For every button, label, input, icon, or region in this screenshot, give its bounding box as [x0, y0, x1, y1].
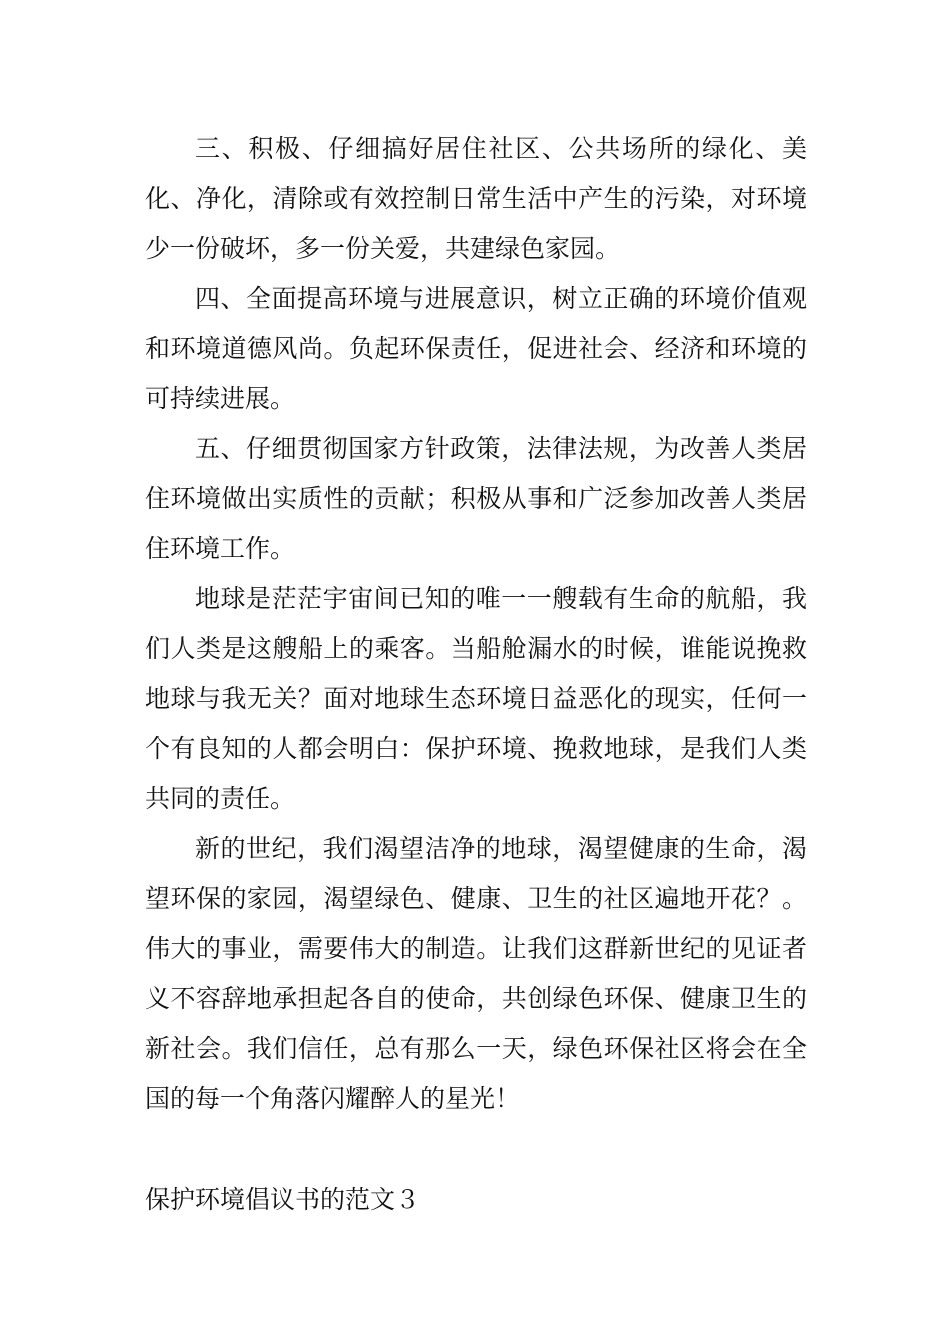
section-title: 保护环境倡议书的范文３ [145, 1185, 421, 1214]
paragraph-earth-responsibility: 地球是茫茫宇宙间已知的唯一一艘载有生命的航船，我们人类是这艘船上的乘客。当船舱漏水的时候，谁能说挽救地球与我无关？面对地球生态环境日益恶化的现实，任何一个有良知的人都会明白：保护环境、挽救地球，是我们人类共同的责任。 [145, 584, 807, 813]
document-body [145, 124, 807, 1124]
paragraph-item-3: 三、积极、仔细搞好居住社区、公共场所的绿化、美化、净化，清除或有效控制日常生活中产生的污染，对环境少一份破坏，多一份关爱，共建绿色家园。 [145, 134, 807, 263]
paragraph-item-4: 四、全面提高环境与进展意识，树立正确的环境价值观和环境道德风尚。负起环保责任，促进社会、经济和环境的可持续进展。 [145, 284, 807, 413]
paragraph-new-century: 新的世纪，我们渴望洁净的地球，渴望健康的生命，渴望环保的家园，渴望绿色、健康、卫生的社区遍地开花？。伟大的事业，需要伟大的制造。让我们这群新世纪的见证者义不容辞地承担起各自的使命，共创绿色环保、健康卫生的新社会。我们信任，总有那么一天，绿色环保社区将会在全国的每一个角落闪耀醉人的星光！ [145, 834, 807, 1113]
paragraph-item-5: 五、仔细贯彻国家方针政策，法律法规，为改善人类居住环境做出实质性的贡献；积极从事和广泛参加改善人类居住环境工作。 [145, 434, 807, 563]
